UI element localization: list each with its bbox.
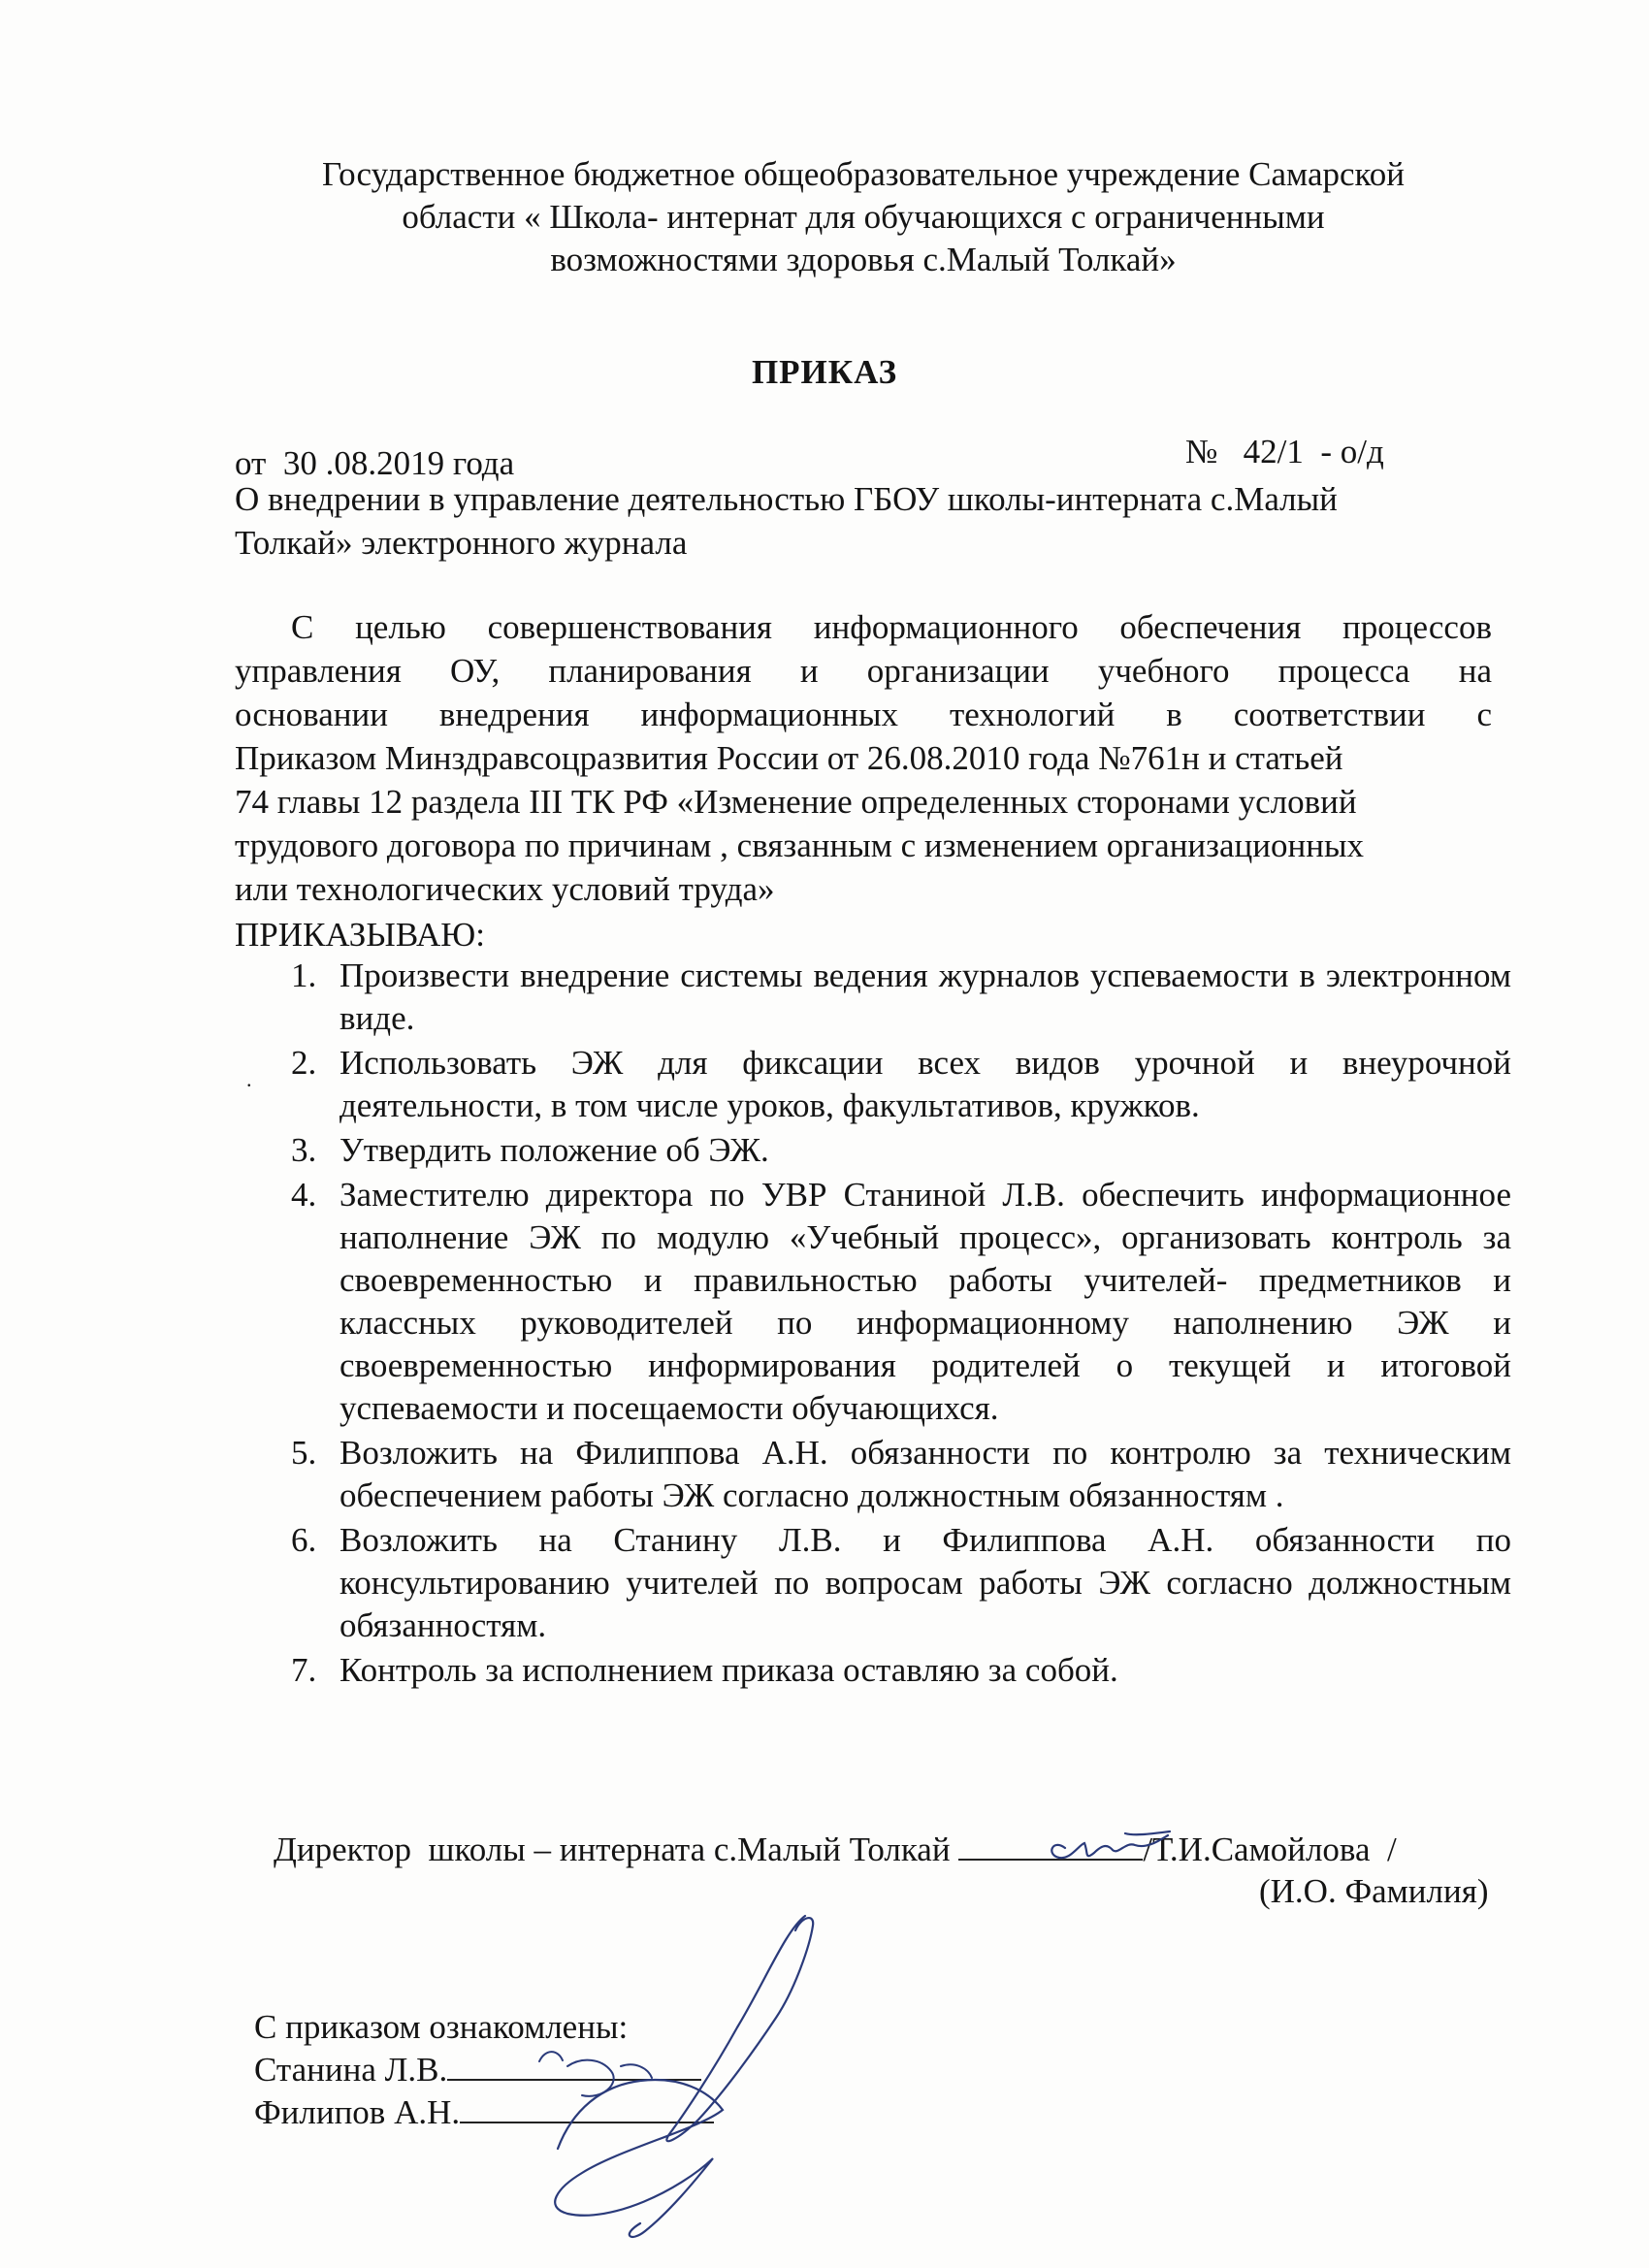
item-number: 6. [291,1521,317,1559]
item-text: Возложить на Филиппова А.Н. обязанности по контролю за техническим обеспечением работы ЭЖ согласно должностным обязанностям . [340,1434,1511,1514]
item-text: Заместителю директора по УВР Станиной Л.В. обеспечить информационное наполнение ЭЖ по модулю «Учебный процесс», организовать контроль за своевременностью и правильностью работы учителей- предметников и классных руководителей по информационному наполнению ЭЖ и своевременностью информирования родителей о текущей и итоговой успеваемости и посещаемости обучающихся. [340,1176,1511,1427]
preamble-line-7: или технологических условий труда» [235,870,775,908]
item-text: Использовать ЭЖ для фиксации всех видов урочной и внеурочной деятельности, в том числе уроков, факультативов, кружков. [340,1044,1511,1124]
preamble-line-3: основании внедрения информационных технологий в соответствии с [235,696,1492,733]
order-directive: ПРИКАЗЫВАЮ: [235,916,485,954]
list-item [281,1649,1511,1692]
item-number: 4. [291,1176,317,1214]
item-text: Произвести внедрение системы ведения журналов успеваемости в электронном виде. [340,956,1511,1037]
list-item [281,1042,1511,1127]
acknowledger-name: Филипов А.Н. [254,2093,461,2131]
name-caption: (И.О. Фамилия) [1259,1872,1489,1910]
item-text: Возложить на Станину Л.В. и Филиппова А.Н. обязанности по консультированию учителей по вопросам работы ЭЖ согласно должностным обязанностям. [340,1521,1511,1644]
document-title: ПРИКАЗ [751,353,898,391]
item-text: Контроль за исполнением приказа оставляю за собой. [340,1651,1118,1689]
order-date: от 30 .08.2019 года [235,444,515,482]
header-line-3: возможностями здоровья с.Малый Толкай» [550,241,1177,278]
header-line-1: Государственное бюджетное общеобразовательное учреждение Самарской [322,155,1405,193]
director-signature-line [274,1830,1397,1869]
list-item [281,1432,1511,1517]
item-number: 7. [291,1651,317,1689]
signature-underline [958,1830,1143,1861]
item-number: 5. [291,1434,317,1472]
item-number: 2. [291,1044,317,1082]
order-items-list [281,955,1511,1694]
preamble-line-2: управления ОУ, планирования и организации учебного процесса на [235,652,1492,690]
item-text: Утвердить положение об ЭЖ. [340,1131,769,1169]
list-item [281,955,1511,1040]
list-item [281,1129,1511,1172]
director-label: Директор школы – интерната с.Малый Толкай [274,1831,959,1868]
preamble-line-4: Приказом Минздравсоцразвития России от 26.08.2010 года №761н и статьей [235,739,1343,777]
order-subject [235,477,1496,565]
item-number: 3. [291,1131,317,1169]
acknowledgement-row [254,2050,701,2090]
director-name: /Т.И.Самойлова / [1143,1831,1397,1868]
preamble-line-5: 74 главы 12 раздела III ТК РФ «Изменение определенных сторонами условий [235,783,1357,821]
order-number: № 42/1 - о/д [1185,433,1384,470]
acknowledger-name: Станина Л.В. [254,2051,448,2089]
signature-underline [460,2092,714,2123]
preamble-line-1: С целью совершенствования информационного обеспечения процессов [291,608,1492,646]
acknowledgement-title: С приказом ознакомлены: [254,2008,629,2046]
stray-mark: . [246,1067,252,1091]
subject-line-2: Толкай» электронного журнала [235,524,688,562]
preamble-paragraph [235,605,1492,911]
signature-underline [447,2050,701,2081]
subject-line-1: О внедрении в управление деятельностью ГБОУ школы-интерната с.Малый [235,480,1338,518]
header-line-2: области « Школа- интернат для обучающихся с ограниченными [402,198,1325,236]
list-item [281,1174,1511,1430]
acknowledgement-row [254,2092,714,2132]
institution-header [233,153,1494,281]
preamble-line-6: трудового договора по причинам , связанным с изменением организационных [235,826,1364,864]
item-number: 1. [291,956,317,994]
list-item [281,1519,1511,1647]
